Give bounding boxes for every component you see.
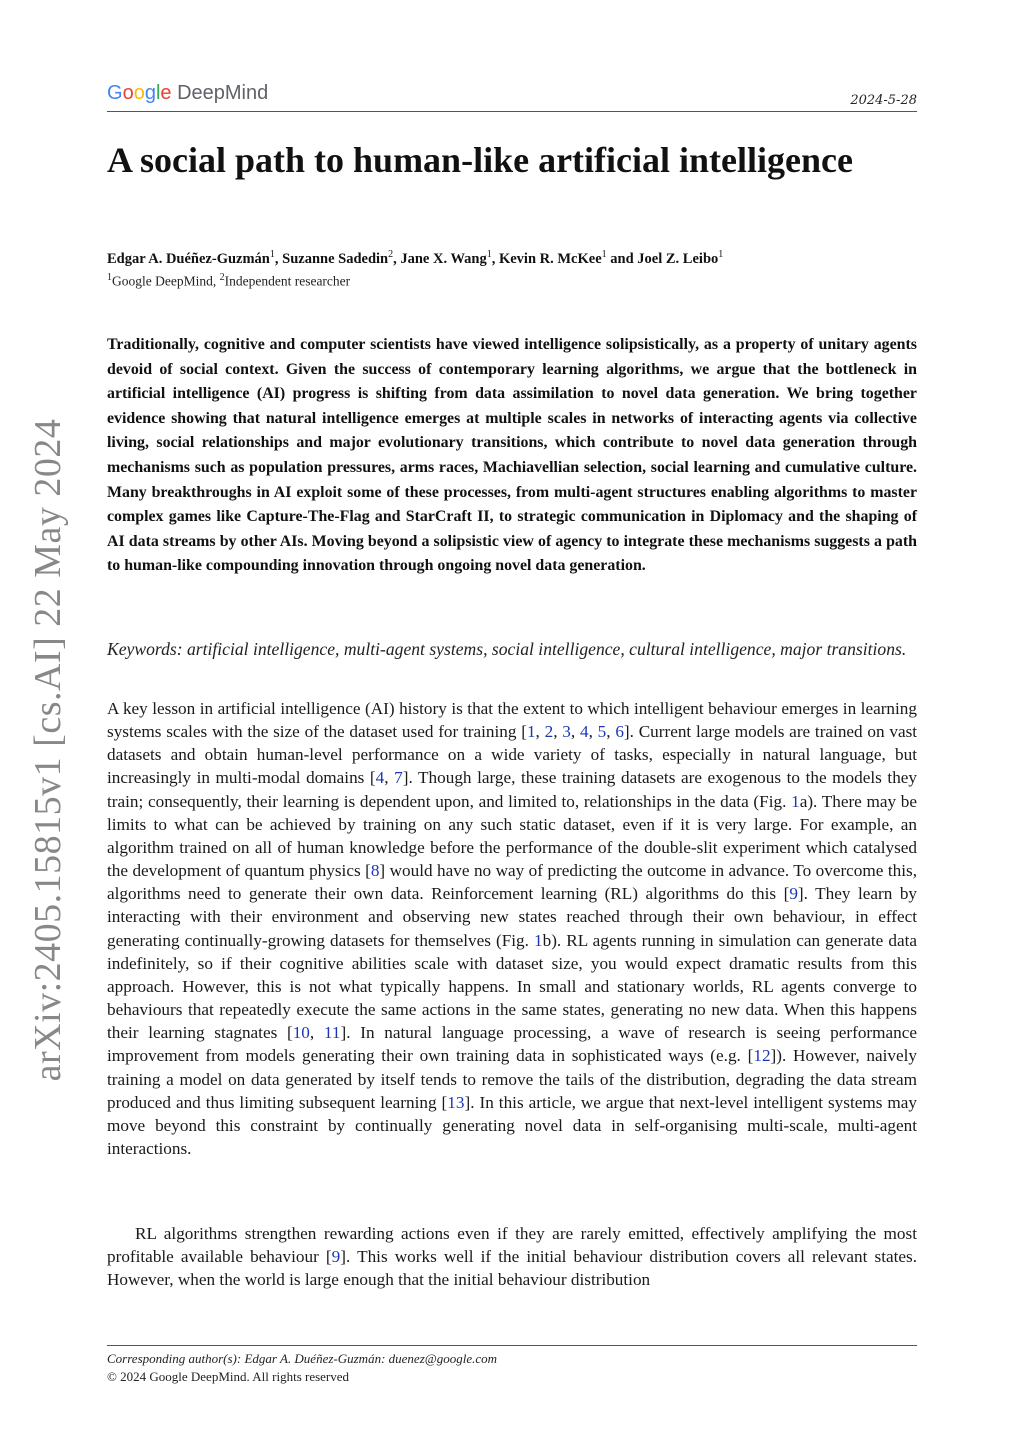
affiliation-list: $^1$Google DeepMind, $^2$Independent researcher	[107, 272, 351, 289]
abstract: Traditionally, cognitive and computer scientists have viewed intelligence solipsistically, as a property of unitary agents devoid of social context. Given the success of contemporary learning algorithms, we argue that the bottleneck in artificial intelligence (AI) progress is shifting from data assimilation to novel data generation. We bring together evidence showing that natural intelligence emerges at multiple scales in networks of interacting agents via collective living, social relationships and major evolutionary transitions, which contribute to novel data generation through mechanisms such as population pressures, arms races, Machiavellian selection, social learning and cumulative culture. Many breakthroughs in AI exploit some of these processes, from multi-agent structures enabling algorithms to master complex games like Capture-The-Flag and StarCraft II, to strategic communication in Diplomacy and the shaping of AI data streams by other AIs. Moving beyond a solipsistic view of agency to integrate these mechanisms suggests a path to human-like compounding innovation through ongoing novel data generation.	[107, 336, 917, 575]
author-affiliation-mark: 1	[486, 249, 492, 260]
citation-link[interactable]: 8	[370, 861, 380, 881]
author-affiliation-mark: 2	[388, 249, 394, 260]
google-deepmind-logo	[107, 82, 268, 105]
body-paragraph-1: A key lesson in artificial intelligence (AI) history is that the extent to which intelligent behaviour emerges in learning systems scales with the size of the dataset used for training [1, 2, 3, 4, 5, 6]. Current large models are trained on vast datasets and obtain human-level performance on a wide variety of tasks, especially in natural language, but increasingly in multi-modal domains [4, 7]. Though large, these training datasets are exogenous to the models they train; consequently, their learning is dependent upon, and limited to, relationships in the data (Fig. 1a). There may be limits to what can be achieved by training on any such static dataset, even if it is very large. For example, an algorithm trained on all of human knowledge before the performance of the double-slit experiment which catalysed the development of quantum physics [8] would have no way of predicting the outcome in advance. To overcome this, algorithms need to generate their own data. Reinforcement learning (RL) algorithms do this [9]. They learn by interacting with their environment and observing new states reached through their own behaviour, in effect generating continually-growing datasets for themselves (Fig. 1b). RL agents running in simulation can generate data indefinitely, so if their cognitive abilities scale with dataset size, you would expect dramatic results from this approach. However, this is not what typically happens. In small and stationary worlds, RL agents converge to behaviours that repeatedly execute the same actions in the same states, generating no new data. When this happens their learning stagnates [10, 11]. In natural language processing, a wave of research is seeing performance improvement from models generating their own training data in sophisticated ways (e.g. [12]). However, naively training a model on data generated by itself tends to remove the tails of the distribution, degrading the data stream produced and thus limiting subsequent learning [13]. In this article, we argue that next-level intelligent systems may move beyond this constraint by continually generating novel data in self-organising multi-scale, multi-agent interactions.	[107, 699, 918, 1158]
citation-link[interactable]: 5	[597, 722, 607, 742]
copyright-notice: © 2024 Google DeepMind. All rights reserved	[107, 1369, 350, 1384]
citation-link[interactable]: 13	[447, 1092, 465, 1112]
author-name: Joel Z. Leibo	[637, 250, 719, 267]
author-affiliation-mark: 1	[601, 249, 607, 260]
keywords: Keywords: artificial intelligence, multi-agent systems, social intelligence, cultural intelligence, major transitions.	[107, 639, 907, 659]
author-affiliation-mark: 1	[269, 249, 275, 260]
affiliation-name: Google DeepMind	[112, 273, 213, 289]
arxiv-stamp: arXiv:2405.15815v1 [cs.AI] 22 May 2024	[27, 418, 69, 1082]
citation-link[interactable]: 1	[791, 791, 800, 811]
citation-link[interactable]: 1	[526, 722, 536, 742]
citation-link[interactable]: 4	[375, 768, 385, 788]
citation-link[interactable]: 1	[534, 930, 543, 950]
body-paragraph-2: RL algorithms strengthen rewarding actions even if they are rarely emitted, effectively amplifying the most profitable available behaviour [9]. This works well if the initial behaviour distribution covers all relevant states. However, when the world is large enough that the initial behaviour distribution	[107, 1224, 917, 1290]
citation-link[interactable]: 10	[292, 1023, 310, 1043]
author-name: Edgar A. Duéñez-Guzmán	[107, 250, 270, 267]
publication-date: 2024-5-28	[850, 93, 917, 108]
author-name: Suzanne Sadedin	[282, 250, 389, 267]
citation-link[interactable]: 11	[323, 1023, 341, 1043]
author-list: Edgar A. Duéñez-Guzmán$^1$, Suzanne Sadedin$^2$, Jane X. Wang$^1$, Kevin R. McKee$^1$ and Joel Z. Leibo$^1$	[107, 249, 724, 267]
affiliation-name: Independent researcher	[224, 273, 351, 289]
logo-brand: Google	[107, 82, 172, 104]
affiliation-number: 2	[219, 272, 225, 283]
corresponding-author: Corresponding author(s): Edgar A. Duéñez-Guzmán: duenez@google.com	[107, 1351, 497, 1366]
citation-link[interactable]: 6	[615, 722, 624, 742]
author-name: Kevin R. McKee	[498, 250, 602, 267]
citation-link[interactable]: 4	[579, 722, 589, 742]
header-divider	[107, 111, 917, 112]
citation-link[interactable]: 12	[753, 1046, 771, 1066]
citation-link[interactable]: 9	[331, 1247, 341, 1267]
logo-product: DeepMind	[177, 82, 269, 104]
author-name: Jane X. Wang	[400, 250, 487, 267]
paper-title: A social path to human-like artificial intelligence	[107, 140, 853, 180]
author-affiliation-mark: 1	[718, 249, 724, 260]
affiliation-number: 1	[107, 272, 112, 283]
footer-divider	[107, 1345, 917, 1346]
citation-link[interactable]: 2	[544, 722, 554, 742]
citation-link[interactable]: 3	[562, 722, 571, 742]
citation-link[interactable]: 7	[394, 768, 403, 788]
citation-link[interactable]: 9	[789, 884, 798, 904]
